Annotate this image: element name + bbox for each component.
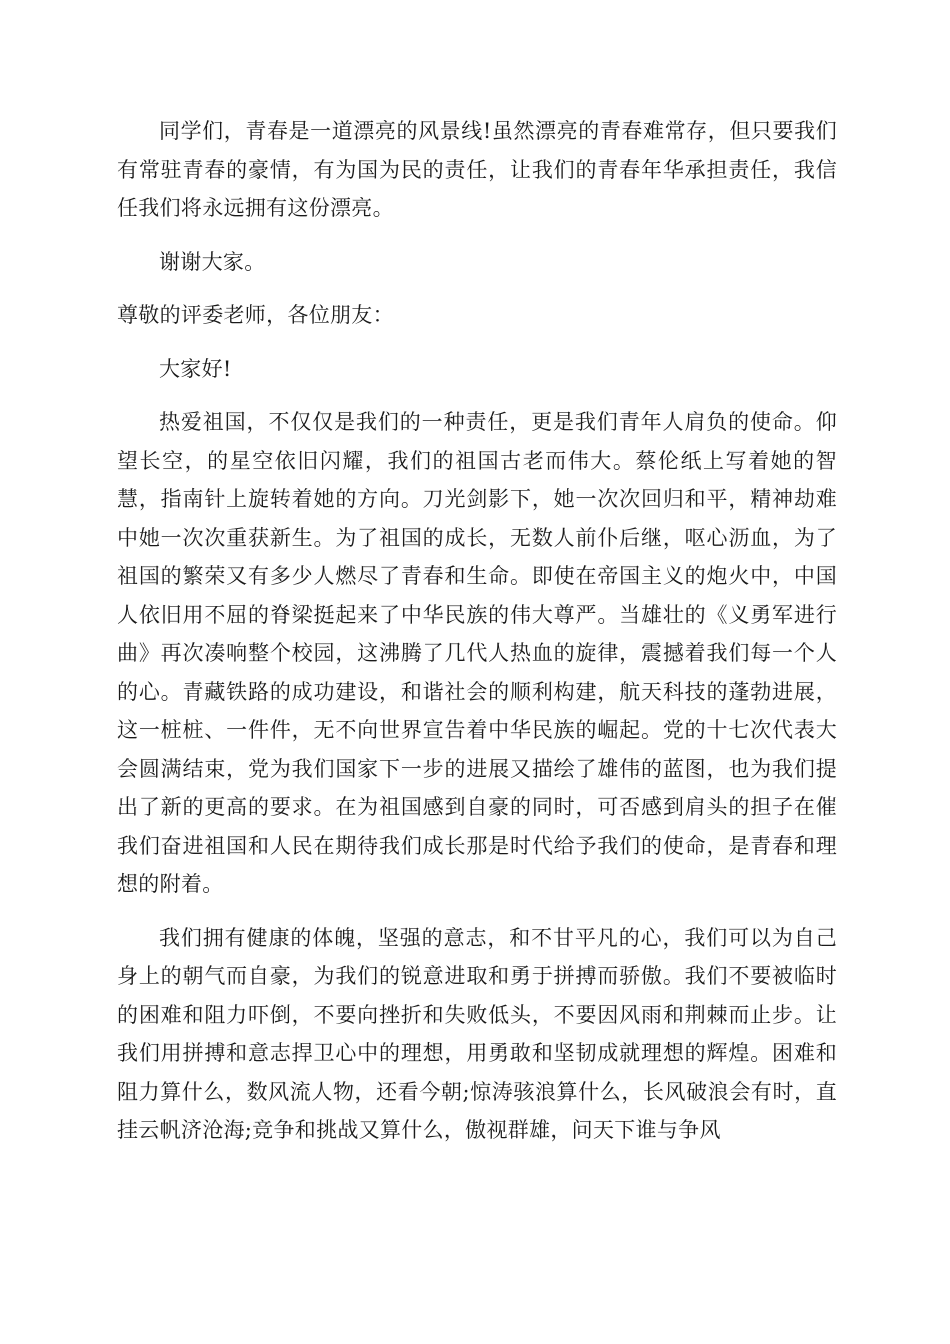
- paragraph-youth-strength: 我们拥有健康的体魄，坚强的意志，和不甘平凡的心，我们可以为自己身上的朝气而自豪，为我们的锐意进取和勇于拼搏而骄傲。我们不要被临时的困难和阻力吓倒，不要向挫折和失败低头，不要因风雨和荆棘而止步。让我们用拼搏和意志捍卫心中的理想，用勇敢和坚韧成就理想的辉煌。困难和阻力算什么，数风流人物，还看今朝;惊涛骇浪算什么，长风破浪会有时，直挂云帆济沧海;竞争和挑战又算什么，傲视群雄，问天下谁与争风: [117, 925, 837, 1142]
- paragraph-greeting: 大家好!: [159, 356, 232, 381]
- paragraph-salutation: 尊敬的评委老师，各位朋友：: [117, 303, 394, 327]
- paragraph-youth-closing: 同学们，青春是一道漂亮的风景线!虽然漂亮的青春难常存，但只要我们有常驻青春的豪情，有为国为民的责任，让我们的青春年华承担责任，我信任我们将永远拥有这份漂亮。: [117, 119, 837, 220]
- paragraph-thanks: 谢谢大家。: [159, 249, 266, 274]
- paragraph-love-motherland: 热爱祖国，不仅仅是我们的一种责任，更是我们青年人肩负的使命。仰望长空，的星空依旧闪耀，我们的祖国古老而伟大。蔡伦纸上写着她的智慧，指南针上旋转着她的方向。刀光剑影下，她一次次回归和平，精神劫难中她一次次重获新生。为了祖国的成长，无数人前仆后继，呕心沥血，为了祖国的繁荣又有多少人燃尽了青春和生命。即使在帝国主义的炮火中，中国人依旧用不屈的脊梁挺起来了中华民族的伟大尊严。当雄壮的《义勇军进行曲》再次凑响整个校园，这沸腾了几代人热血的旋律，震撼着我们每一个人的心。青藏铁路的成功建设，和谐社会的顺利构建，航天科技的蓬勃进展，这一桩桩、一件件，无不向世界宣告着中华民族的崛起。党的十七次代表大会圆满结束，党为我们国家下一步的进展又描绘了雄伟的蓝图，也为我们提出了新的更高的要求。在为祖国感到自豪的同时，可否感到肩头的担子在催我们奋进祖国和人民在期待我们成长那是时代给予我们的使命，是青春和理想的附着。: [117, 410, 837, 896]
- document-body: [117, 112, 837, 1150]
